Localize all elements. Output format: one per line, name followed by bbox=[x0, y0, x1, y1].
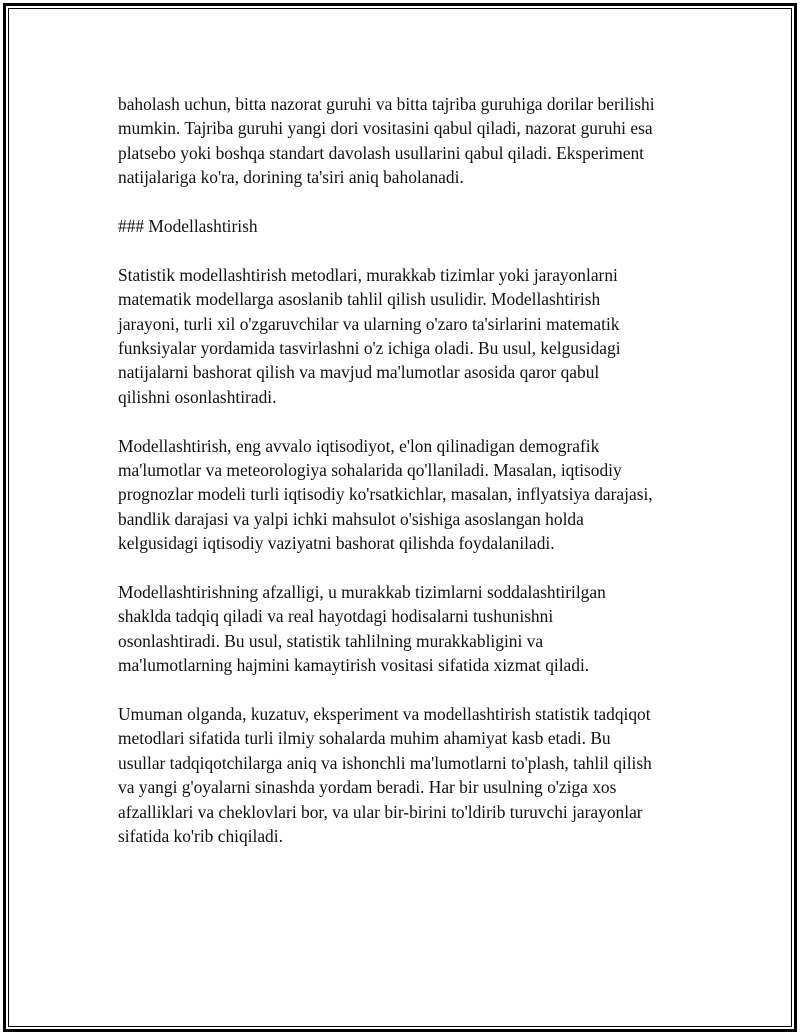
text-line: natijalariga ko'ra, dorining ta'siri aniq baholanadi. bbox=[118, 167, 464, 188]
text-line: jarayoni, turli xil o'zgaruvchilar va ularning o'zaro ta'sirlarini matematik bbox=[118, 313, 620, 334]
paragraph-conclusion bbox=[118, 702, 698, 848]
text-line: platsebo yoki boshqa standart davolash usullarini qabul qiladi. Eksperiment bbox=[118, 142, 644, 163]
text-line: matematik modellarga asoslanib tahlil qilish usulidir. Modellashtirish bbox=[118, 289, 601, 310]
text-line: mumkin. Tajriba guruhi yangi dori vositasini qabul qiladi, nazorat guruhi esa bbox=[118, 118, 653, 139]
text-line: va yangi g'oyalarni sinashda yordam beradi. Har bir usulning o'ziga xos bbox=[118, 777, 617, 798]
text-line: prognozlar modeli turli iqtisodiy ko'rsatkichlar, masalan, inflyatsiya darajasi, bbox=[118, 484, 653, 505]
text-line: metodlari sifatida turli ilmiy sohalarda muhim ahamiyat kasb etadi. Bu bbox=[118, 728, 611, 749]
text-line: sifatida ko'rib chiqiladi. bbox=[118, 826, 283, 847]
text-line: Umuman olganda, kuzatuv, eksperiment va modellashtirish statistik tadqiqot bbox=[118, 704, 651, 725]
text-line: bandlik darajasi va yalpi ichki mahsulot o'sishiga asoslangan holda bbox=[118, 508, 584, 529]
text-line: qilishni osonlashtiradi. bbox=[118, 386, 277, 407]
paragraph-modelling-definition bbox=[118, 263, 698, 409]
text-line: ma'lumotlar va meteorologiya sohalarida qo'llaniladi. Masalan, iqtisodiy bbox=[118, 460, 622, 481]
text-line: Statistik modellashtirish metodlari, murakkab tizimlar yoki jarayonlarni bbox=[118, 264, 618, 285]
document-body bbox=[118, 92, 698, 849]
text-line: Modellashtirish, eng avvalo iqtisodiyot, e'lon qilinadigan demografik bbox=[118, 435, 600, 456]
paragraph-modelling-advantage bbox=[118, 580, 698, 678]
text-line: usullar tadqiqotchilarga aniq va ishonchli ma'lumotlarni to'plash, tahlil qilish bbox=[118, 752, 652, 773]
text-line: afzalliklari va cheklovlari bor, va ular bir-birini to'ldirib turuvchi jarayonlar bbox=[118, 801, 643, 822]
text-line: shaklda tadqiq qiladi va real hayotdagi hodisalarni tushunishni bbox=[118, 606, 554, 627]
text-line: kelgusidagi iqtisodiy vaziyatni bashorat qilishda foydalaniladi. bbox=[118, 533, 555, 554]
text-line: funksiyalar yordamida tasvirlashni o'z ichiga oladi. Bu usul, kelgusidagi bbox=[118, 338, 621, 359]
text-line: natijalarni bashorat qilish va mavjud ma'lumotlar asosida qaror qabul bbox=[118, 362, 600, 383]
text-line: osonlashtiradi. Bu usul, statistik tahlilning murakkabligini va bbox=[118, 630, 544, 651]
paragraph-intro bbox=[118, 92, 698, 190]
text-line: ma'lumotlarning hajmini kamaytirish vositasi sifatida xizmat qiladi. bbox=[118, 655, 590, 676]
text-line: baholash uchun, bitta nazorat guruhi va bitta tajriba guruhiga dorilar berilishi bbox=[118, 94, 655, 114]
paragraph-modelling-usage bbox=[118, 434, 698, 556]
heading-text: ### Modellashtirish bbox=[118, 216, 258, 237]
section-heading bbox=[118, 214, 698, 238]
text-line: Modellashtirishning afzalligi, u murakkab tizimlarni soddalashtirilgan bbox=[118, 582, 606, 603]
